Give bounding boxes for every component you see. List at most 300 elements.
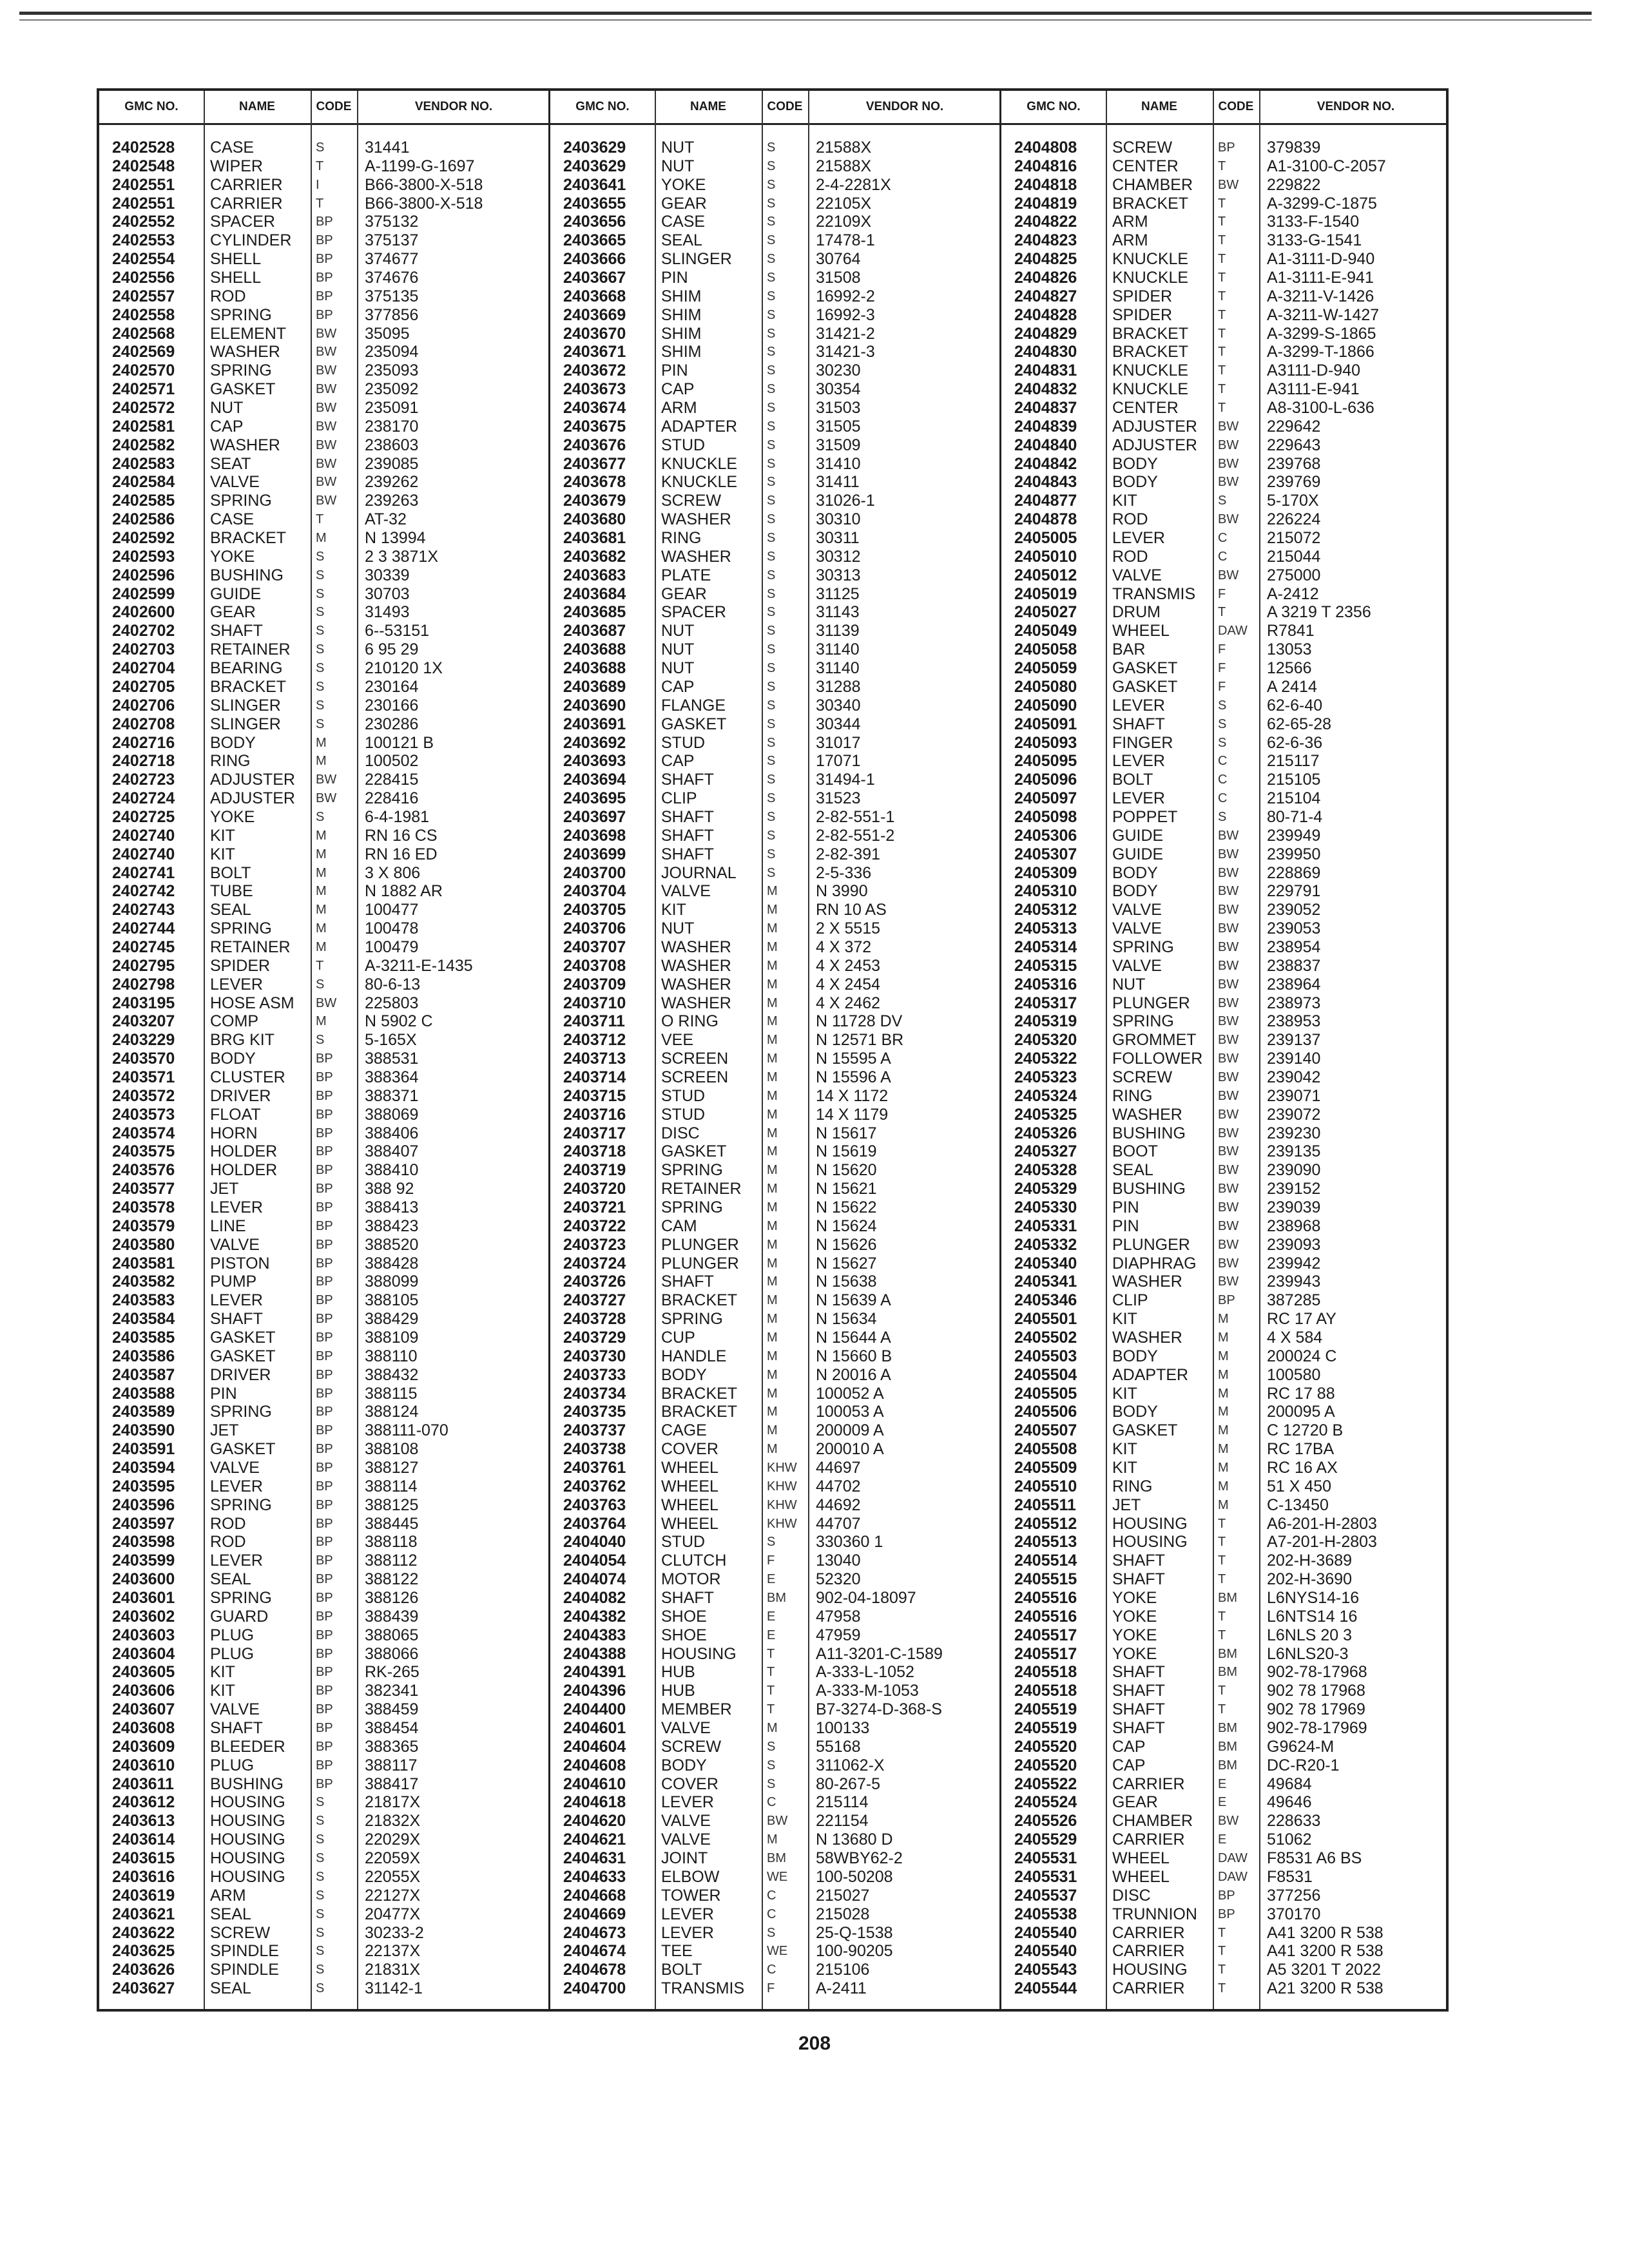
table-row: [550, 1868, 999, 1887]
gmc-no-cell: 2403709: [563, 975, 626, 994]
gmc-no-cell: 2404830: [1014, 343, 1077, 361]
vendor-no-cell: 22109X: [816, 213, 872, 231]
name-cell: STUD: [661, 1533, 706, 1552]
gmc-no-cell: 2405323: [1014, 1068, 1077, 1086]
code-cell: BM: [767, 1591, 786, 1606]
table-row: [1001, 975, 1446, 994]
table-row: [1001, 734, 1446, 753]
name-cell: JOURNAL: [661, 863, 737, 882]
vendor-no-cell: 239052: [1267, 901, 1321, 919]
gmc-no-cell: 2403692: [563, 733, 626, 752]
table-row: [99, 640, 548, 659]
name-cell: SHIM: [661, 343, 702, 361]
code-cell: BM: [767, 1851, 786, 1866]
name-cell: CAP: [1112, 1737, 1146, 1756]
gmc-no-cell: 2403685: [563, 603, 626, 622]
table-row: [99, 1626, 548, 1645]
gmc-no-cell: 2402708: [112, 715, 175, 733]
name-cell: GASKET: [210, 380, 276, 399]
table-row: [99, 380, 548, 399]
table-row: [1001, 1403, 1446, 1421]
vendor-no-cell: 235091: [365, 399, 419, 418]
vendor-no-cell: A 3219 T 2356: [1267, 603, 1371, 622]
code-cell: BW: [1218, 977, 1239, 992]
gmc-no-cell: 2404621: [563, 1831, 626, 1849]
table-row: [550, 1385, 999, 1403]
gmc-no-cell: 2404610: [563, 1774, 626, 1793]
table-row: [99, 1793, 548, 1812]
gmc-no-cell: 2404822: [1014, 213, 1077, 231]
table-row: [1001, 1849, 1446, 1868]
gmc-no-cell: 2405093: [1014, 733, 1077, 752]
name-cell: NUT: [661, 919, 695, 938]
table-row: [99, 157, 548, 176]
table-row: [550, 697, 999, 715]
gmc-no-cell: 2405518: [1014, 1682, 1077, 1700]
vendor-no-cell: 388365: [365, 1737, 419, 1756]
gmc-no-cell: 2403700: [563, 863, 626, 882]
header-gmc-no: GMC NO.: [1027, 100, 1081, 113]
table-row: [1001, 1217, 1446, 1236]
name-cell: VALVE: [210, 1700, 260, 1719]
name-cell: BODY: [210, 1050, 256, 1068]
table-row: [99, 1589, 548, 1608]
name-cell: VALVE: [661, 1719, 711, 1738]
name-cell: WASHER: [1112, 1105, 1182, 1124]
name-cell: CAP: [661, 752, 695, 771]
name-cell: NUT: [661, 622, 695, 640]
vendor-no-cell: 388117: [365, 1756, 418, 1774]
gmc-no-cell: 2403675: [563, 417, 626, 436]
name-cell: SHAFT: [210, 1310, 263, 1329]
code-cell: S: [767, 177, 776, 192]
code-cell: T: [1218, 159, 1226, 173]
code-cell: BP: [316, 1312, 333, 1327]
gmc-no-cell: 2403735: [563, 1403, 626, 1421]
name-cell: SEAL: [210, 1979, 251, 1998]
vendor-no-cell: 388454: [365, 1719, 419, 1738]
table-row: [550, 975, 999, 994]
vendor-no-cell: 239942: [1267, 1254, 1321, 1273]
table-row: [99, 678, 548, 697]
name-cell: WASHER: [210, 436, 280, 454]
vendor-no-cell: 52320: [816, 1570, 861, 1589]
gmc-no-cell: 2402798: [112, 975, 175, 994]
code-cell: BW: [316, 401, 337, 416]
gmc-no-cell: 2403591: [112, 1440, 175, 1459]
gmc-no-cell: 2402570: [112, 361, 175, 380]
vendor-no-cell: 30354: [816, 380, 861, 399]
table-row: [99, 1663, 548, 1682]
gmc-no-cell: 2405090: [1014, 696, 1077, 715]
name-cell: HOUSING: [1112, 1533, 1188, 1552]
table-row: [99, 306, 548, 325]
name-cell: PLUG: [210, 1756, 255, 1774]
name-cell: RING: [210, 752, 251, 771]
table-row: [99, 771, 548, 789]
code-cell: BP: [316, 1702, 333, 1717]
gmc-no-cell: 2402558: [112, 305, 175, 324]
gmc-no-cell: 2403717: [563, 1124, 626, 1142]
table-row: [1001, 864, 1446, 883]
vendor-no-cell: 228416: [365, 789, 419, 808]
table-row: [99, 957, 548, 975]
name-cell: SHAFT: [210, 622, 263, 640]
name-cell: PLUG: [210, 1626, 255, 1644]
gmc-no-cell: 2405519: [1014, 1719, 1077, 1738]
vendor-no-cell: 2 3 3871X: [365, 547, 438, 566]
gmc-no-cell: 2403715: [563, 1086, 626, 1105]
code-cell: M: [767, 1721, 778, 1736]
table-row: [99, 789, 548, 808]
table-row: [1001, 1180, 1446, 1198]
table-row: [550, 1552, 999, 1570]
gmc-no-cell: 2403599: [112, 1552, 175, 1570]
table-row: [99, 1124, 548, 1143]
header-code: CODE: [767, 100, 803, 113]
gmc-no-cell: 2404839: [1014, 417, 1077, 436]
table-row: [99, 734, 548, 753]
gmc-no-cell: 2404400: [563, 1700, 626, 1719]
table-row: [1001, 1031, 1446, 1050]
table-row: [99, 361, 548, 380]
table-row: [1001, 1254, 1446, 1273]
name-cell: ADJUSTER: [210, 789, 295, 808]
name-cell: VALVE: [210, 473, 260, 492]
gmc-no-cell: 2403708: [563, 956, 626, 975]
gmc-no-cell: 2405049: [1014, 622, 1077, 640]
table-row: [550, 548, 999, 566]
table-row: [99, 938, 548, 957]
gmc-no-cell: 2403570: [112, 1050, 175, 1068]
name-cell: YOKE: [210, 547, 255, 566]
code-cell: BW: [1218, 939, 1239, 954]
gmc-no-cell: 2403627: [112, 1979, 175, 1998]
gmc-no-cell: 2404878: [1014, 510, 1077, 529]
name-cell: SPRING: [1112, 1012, 1174, 1031]
code-cell: BW: [1218, 177, 1239, 192]
gmc-no-cell: 2405317: [1014, 994, 1077, 1012]
name-cell: PLUNGER: [1112, 994, 1190, 1012]
vendor-no-cell: 375135: [365, 287, 419, 305]
vendor-no-cell: 44697: [816, 1459, 861, 1477]
vendor-no-cell: RN 16 ED: [365, 845, 438, 863]
gmc-no-cell: 2405509: [1014, 1459, 1077, 1477]
vendor-no-cell: 239262: [365, 473, 419, 492]
table-row: [1001, 1050, 1446, 1068]
vendor-no-cell: 22055X: [365, 1867, 421, 1886]
code-cell: BP: [316, 1609, 333, 1624]
code-cell: M: [767, 1033, 778, 1048]
code-cell: M: [316, 903, 327, 918]
name-cell: GEAR: [661, 584, 707, 603]
name-cell: PLUNGER: [661, 1254, 739, 1273]
table-row: [1001, 1570, 1446, 1589]
code-cell: S: [316, 679, 325, 694]
table-rows: [99, 139, 548, 1998]
table-row: [99, 1459, 548, 1477]
gmc-no-cell: 2403710: [563, 994, 626, 1012]
vendor-no-cell: 388410: [365, 1161, 419, 1180]
name-cell: JET: [1112, 1495, 1141, 1514]
vendor-no-cell: A1-3111-E-941: [1267, 269, 1374, 287]
name-cell: CENTER: [1112, 399, 1179, 418]
name-cell: SHAFT: [661, 1273, 714, 1291]
code-cell: BW: [316, 326, 337, 341]
code-cell: S: [767, 345, 776, 360]
vendor-no-cell: B7-3274-D-368-S: [816, 1700, 942, 1719]
code-cell: M: [1218, 1442, 1229, 1457]
table-row: [550, 157, 999, 176]
name-cell: SHAFT: [1112, 1552, 1165, 1570]
vendor-no-cell: 31139: [816, 622, 860, 640]
name-cell: RETAINER: [210, 640, 291, 659]
table-row: [99, 418, 548, 436]
table-row: [99, 827, 548, 845]
name-cell: DRIVER: [210, 1365, 271, 1384]
gmc-no-cell: 2405005: [1014, 529, 1077, 548]
table-row: [550, 1570, 999, 1589]
name-cell: KIT: [661, 901, 686, 919]
gmc-no-cell: 2405537: [1014, 1886, 1077, 1905]
code-cell: M: [1218, 1312, 1229, 1327]
table-row: [550, 195, 999, 213]
table-row: [1001, 827, 1446, 845]
name-cell: CAP: [661, 380, 695, 399]
code-cell: BM: [1218, 1665, 1237, 1680]
name-cell: CARRIER: [1112, 1942, 1185, 1961]
vendor-no-cell: 4 X 2453: [816, 956, 881, 975]
code-cell: BP: [316, 1274, 333, 1289]
name-cell: HOUSING: [210, 1793, 285, 1812]
vendor-no-cell: L6NYS14-16: [1267, 1589, 1360, 1608]
table-row: [99, 1161, 548, 1180]
name-cell: SLINGER: [210, 715, 281, 733]
gmc-no-cell: 2403714: [563, 1068, 626, 1086]
vendor-no-cell: 374676: [365, 269, 419, 287]
code-cell: BM: [1218, 1739, 1237, 1754]
vendor-no-cell: N 15626: [816, 1235, 877, 1254]
vendor-no-cell: 22105X: [816, 194, 872, 213]
table-row: [1001, 1087, 1446, 1106]
vendor-no-cell: N 13994: [365, 529, 426, 548]
gmc-no-cell: 2402741: [112, 863, 175, 882]
table-row: [1001, 1700, 1446, 1719]
name-cell: SCREW: [1112, 139, 1173, 157]
code-cell: M: [767, 1256, 778, 1271]
vendor-no-cell: 238953: [1267, 1012, 1321, 1031]
gmc-no-cell: 2403600: [112, 1570, 175, 1589]
code-cell: BP: [316, 1721, 333, 1736]
name-cell: LEVER: [210, 1552, 263, 1570]
gmc-no-cell: 2405517: [1014, 1626, 1077, 1644]
table-row: [550, 566, 999, 585]
name-cell: BRACKET: [1112, 343, 1189, 361]
table-header: [550, 91, 999, 125]
table-row: [1001, 231, 1446, 250]
vendor-no-cell: 2-5-336: [816, 863, 872, 882]
name-cell: VALVE: [1112, 919, 1162, 938]
gmc-no-cell: 2402557: [112, 287, 175, 305]
name-cell: GASKET: [661, 715, 727, 733]
vendor-no-cell: 16992-2: [816, 287, 875, 305]
vendor-no-cell: 382341: [365, 1682, 419, 1700]
vendor-no-cell: 238964: [1267, 975, 1321, 994]
gmc-no-cell: 2404673: [563, 1923, 626, 1942]
vendor-no-cell: 388118: [365, 1533, 418, 1552]
gmc-no-cell: 2403679: [563, 492, 626, 510]
name-cell: BUSHING: [1112, 1124, 1186, 1142]
name-cell: DRUM: [1112, 603, 1161, 622]
vendor-no-cell: 4 X 372: [816, 937, 872, 956]
code-cell: S: [316, 1963, 325, 1977]
table-row: [550, 1403, 999, 1421]
table-row: [1001, 808, 1446, 827]
gmc-no-cell: 2405529: [1014, 1831, 1077, 1849]
name-cell: YOKE: [661, 175, 706, 194]
table-row: [1001, 1459, 1446, 1477]
name-cell: VALVE: [1112, 566, 1162, 584]
name-cell: GEAR: [210, 603, 256, 622]
vendor-no-cell: 388114: [365, 1477, 418, 1495]
code-cell: BP: [316, 1256, 333, 1271]
vendor-no-cell: 6-4-1981: [365, 807, 430, 826]
vendor-no-cell: 31140: [816, 640, 860, 659]
vendor-no-cell: 388105: [365, 1291, 419, 1310]
code-cell: KHW: [767, 1497, 797, 1512]
code-cell: S: [767, 233, 776, 248]
gmc-no-cell: 2405096: [1014, 771, 1077, 789]
gmc-no-cell: 2403697: [563, 807, 626, 826]
code-cell: S: [767, 215, 776, 229]
table-row: [1001, 771, 1446, 789]
code-cell: T: [767, 1665, 775, 1680]
gmc-no-cell: 2404818: [1014, 175, 1077, 194]
name-cell: COVER: [661, 1440, 718, 1459]
gmc-no-cell: 2404825: [1014, 250, 1077, 269]
name-cell: GASKET: [1112, 1421, 1178, 1440]
code-cell: BP: [316, 233, 333, 248]
code-cell: S: [767, 661, 776, 676]
table-row: [99, 529, 548, 548]
gmc-no-cell: 2402599: [112, 584, 175, 603]
name-cell: NUT: [661, 157, 695, 175]
vendor-no-cell: 80-71-4: [1267, 807, 1323, 826]
code-cell: S: [767, 549, 776, 564]
code-cell: S: [767, 586, 776, 601]
code-cell: S: [316, 716, 325, 731]
vendor-no-cell: 21588X: [816, 157, 872, 175]
table-row: [1001, 380, 1446, 399]
name-cell: SEAL: [210, 1905, 251, 1923]
table-row: [99, 752, 548, 771]
code-cell: BP: [316, 1553, 333, 1568]
code-cell: BW: [1218, 1126, 1239, 1140]
code-cell: M: [767, 1070, 778, 1084]
name-cell: BRACKET: [661, 1384, 738, 1403]
table-row: [550, 399, 999, 418]
table-row: [99, 1682, 548, 1700]
name-cell: SHIM: [661, 324, 702, 343]
code-cell: M: [767, 1237, 778, 1252]
name-cell: CARRIER: [1112, 1979, 1185, 1998]
name-cell: CHAMBER: [1112, 1812, 1193, 1831]
code-cell: S: [767, 512, 776, 527]
code-cell: S: [1218, 809, 1227, 824]
name-cell: NUT: [661, 640, 695, 659]
code-cell: S: [767, 679, 776, 694]
table-row: [99, 1291, 548, 1310]
code-cell: BP: [316, 1386, 333, 1401]
table-row: [1001, 1012, 1446, 1031]
code-cell: M: [1218, 1367, 1229, 1382]
name-cell: DRIVER: [210, 1086, 271, 1105]
code-cell: BP: [316, 1107, 333, 1122]
code-cell: M: [767, 939, 778, 954]
name-cell: SPRING: [661, 1310, 723, 1329]
table-row: [550, 269, 999, 287]
table-block-3: [1001, 91, 1446, 2009]
gmc-no-cell: 2405058: [1014, 640, 1077, 659]
gmc-no-cell: 2405505: [1014, 1384, 1077, 1403]
code-cell: BW: [316, 345, 337, 360]
gmc-no-cell: 2402724: [112, 789, 175, 808]
gmc-no-cell: 2402585: [112, 492, 175, 510]
vendor-no-cell: 17071: [816, 752, 861, 771]
table-row: [1001, 1329, 1446, 1347]
name-cell: BRACKET: [661, 1291, 738, 1310]
name-cell: KIT: [1112, 492, 1137, 510]
code-cell: S: [1218, 698, 1227, 713]
gmc-no-cell: 2403761: [563, 1459, 626, 1477]
gmc-no-cell: 2403762: [563, 1477, 626, 1495]
gmc-no-cell: 2403683: [563, 566, 626, 584]
code-cell: BW: [316, 437, 337, 452]
vendor-no-cell: 215072: [1267, 529, 1321, 548]
code-cell: T: [1218, 326, 1226, 341]
gmc-no-cell: 2405522: [1014, 1774, 1077, 1793]
code-cell: BM: [1218, 1721, 1237, 1736]
gmc-no-cell: 2403575: [112, 1142, 175, 1161]
code-cell: BP: [316, 1646, 333, 1661]
table-row: [99, 1979, 548, 1998]
vendor-no-cell: 229822: [1267, 175, 1321, 194]
gmc-no-cell: 2403580: [112, 1235, 175, 1254]
name-cell: LEVER: [210, 1198, 263, 1216]
vendor-no-cell: 35095: [365, 324, 410, 343]
name-cell: JOINT: [661, 1849, 708, 1868]
gmc-no-cell: 2402718: [112, 752, 175, 771]
table-row: [1001, 1905, 1446, 1924]
name-cell: SPINDLE: [210, 1942, 279, 1961]
vendor-no-cell: 239042: [1267, 1068, 1321, 1086]
name-cell: BOLT: [210, 863, 251, 882]
gmc-no-cell: 2405516: [1014, 1607, 1077, 1626]
name-cell: TRANSMIS: [661, 1979, 745, 1998]
name-cell: CLIP: [661, 789, 697, 808]
gmc-no-cell: 2405010: [1014, 547, 1077, 566]
name-cell: SPRING: [210, 919, 272, 938]
vendor-no-cell: 100-50208: [816, 1867, 893, 1886]
vendor-no-cell: 388417: [365, 1774, 419, 1793]
name-cell: CARRIER: [1112, 1831, 1185, 1849]
vendor-no-cell: 235094: [365, 343, 419, 361]
code-cell: M: [767, 884, 778, 899]
vendor-no-cell: A7-201-H-2803: [1267, 1533, 1377, 1552]
code-cell: S: [316, 568, 325, 582]
table-row: [550, 789, 999, 808]
code-cell: BW: [1218, 456, 1239, 471]
